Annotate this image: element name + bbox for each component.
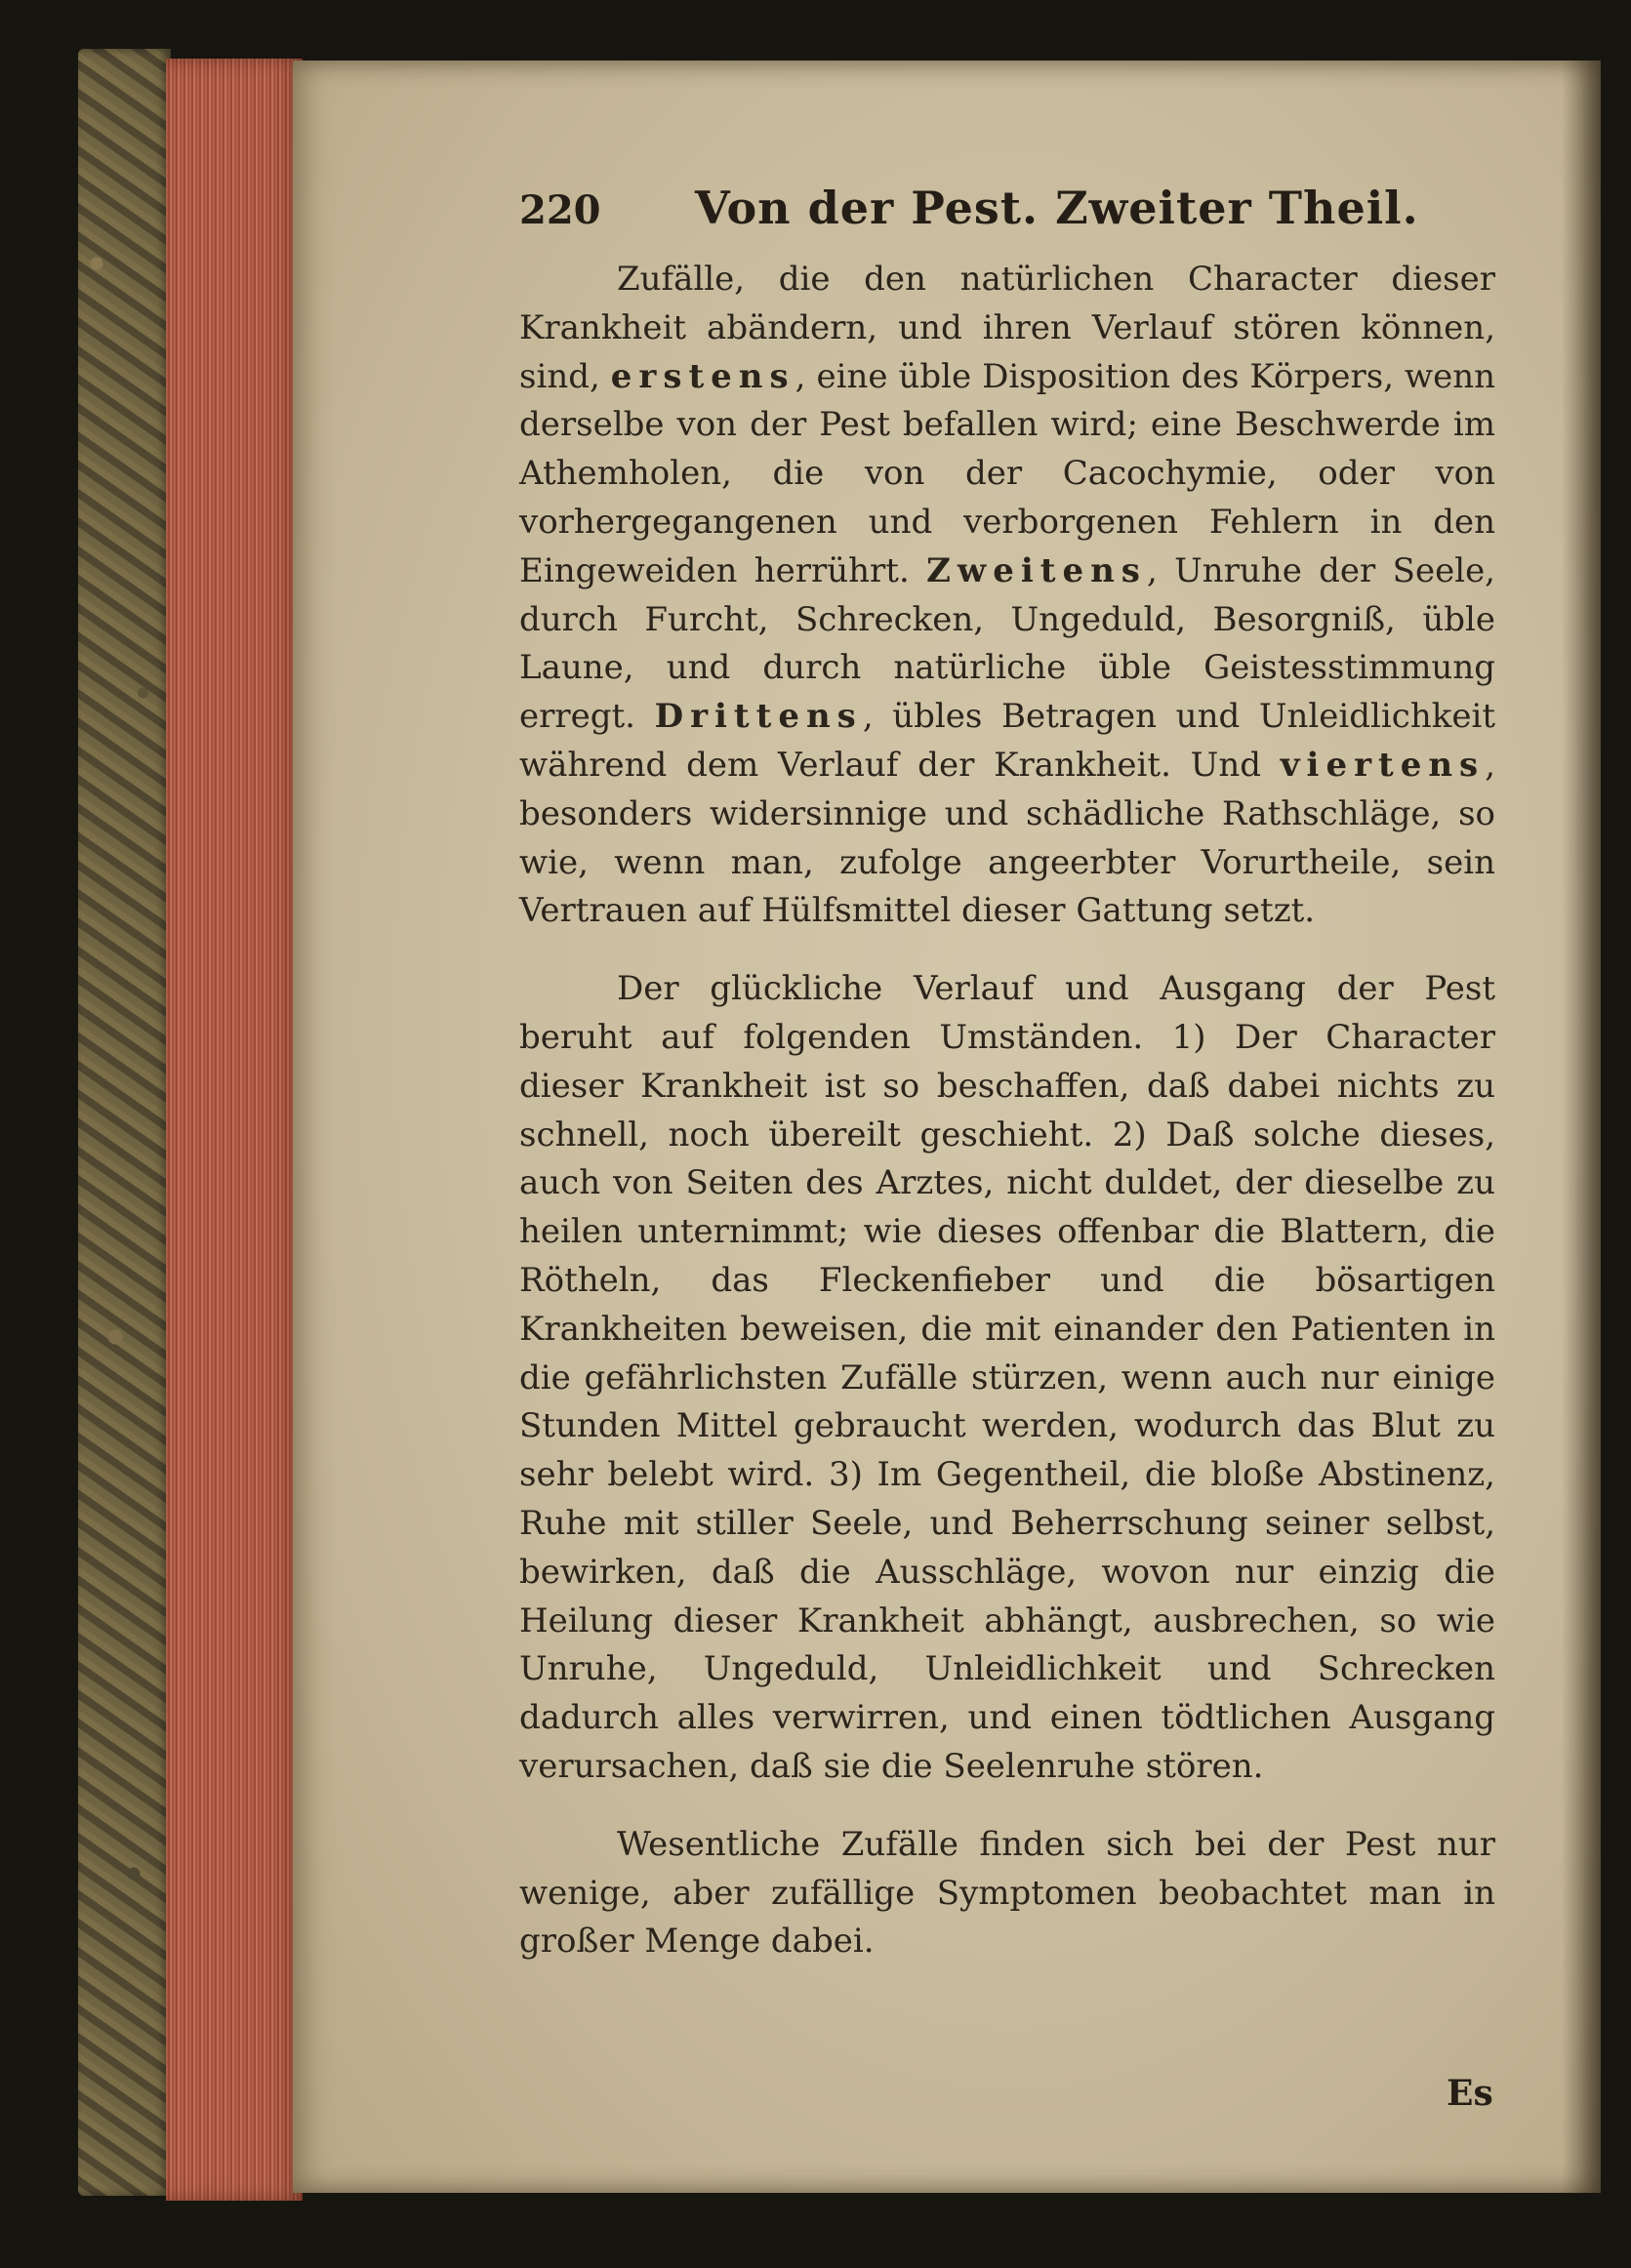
paragraph-1-text-c: , Unruhe der Seele, durch Furcht, Schrecken, Ungeduld, Besorgniß, üble Laune, und durch natürliche üble Geistesstimmung erregt. [519, 550, 1495, 737]
paragraph-1-text-b: , eine üble Disposition des Körpers, wenn derselbe von der Pest befallen wird; eine Beschwerde im Athemholen, die von der Cacochymie, oder von vorhergegangenen und verborgenen Fehlern in den Eingeweiden herrührt. [519, 356, 1496, 590]
keyword-viertens: viertens [1280, 745, 1486, 785]
page-number: 220 [519, 187, 601, 233]
running-title: Von der Pest. Zweiter Theil. [695, 182, 1419, 234]
keyword-erstens: erstens [610, 356, 795, 396]
keyword-drittens: Drittens [654, 697, 863, 737]
paragraph-1-text-e: , besonders widersinnige und schädliche Rathschläge, so wie, wenn man, zufolge angeerbter Vorurtheile, sein Vertrauen auf Hülfsmittel dieser Gattung setzt. [519, 745, 1495, 931]
paragraph-3: Wesentliche Zufälle finden sich bei der Pest nur wenige, aber zufällige Symptomen beobachtet man in großer Menge dabei. [519, 1824, 1495, 1962]
catchword: Es [1447, 2073, 1493, 2114]
marbled-cover-board [78, 49, 171, 2196]
page-block-edges [166, 59, 303, 2201]
gutter-shadow [1562, 61, 1601, 2193]
book-page [293, 61, 1601, 2193]
paragraph-1-text-d: , übles Betragen und Unleidlichkeit während dem Verlauf der Krankheit. Und [519, 697, 1495, 785]
paragraph-1-text-a: Zufälle, die den natürlichen Character dieser Krankheit abändern, und ihren Verlauf stören können, sind, [519, 260, 1495, 396]
running-head [519, 178, 1495, 236]
keyword-zweitens: Zweitens [926, 550, 1147, 590]
body-text [519, 256, 1495, 1996]
paragraph-2: Der glückliche Verlauf und Ausgang der Pest beruht auf folgenden Umständen. 1) Der Character dieser Krankheit ist so beschaffen, daß dabei nichts zu schnell, noch übereilt geschieht. 2) Daß solche dieses, auch von Seiten des Arztes, nicht duldet, der dieselbe zu heilen unternimmt; wie dieses offenbar die Blattern, die Rötheln, das Fleckenfieber und die bösartigen Krankheiten beweisen, die mit einander den Patienten in die gefährlichsten Zufälle stürzen, wenn auch nur einige Stunden Mittel gebraucht werden, wodurch das Blut zu sehr belebt wird. 3) Im Gegentheil, die bloße Abstinenz, Ruhe mit stiller Seele, und Beherrschung seiner selbst, bewirken, daß die Ausschläge, wovon nur einzig die Heilung dieser Krankheit abhängt, ausbrechen, so wie Unruhe, Ungeduld, Unleidlichkeit und Schrecken dadurch alles verwirren, und einen tödtlichen Ausgang verursachen, daß sie die Seelenruhe stören. [519, 969, 1495, 1786]
paragraph-1 [519, 256, 1495, 936]
